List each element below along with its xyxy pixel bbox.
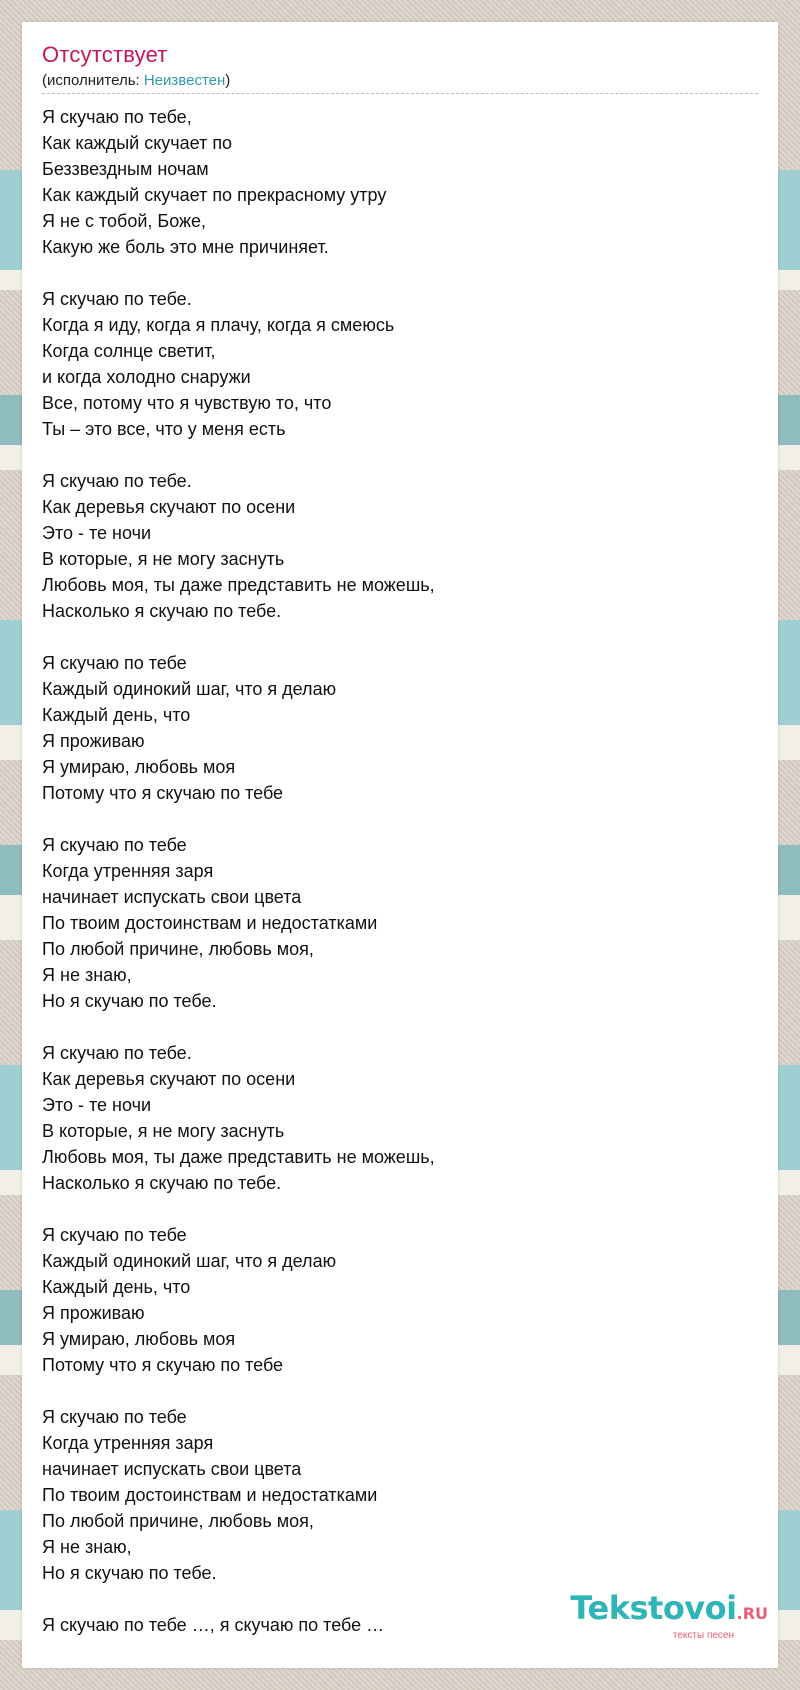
- lyric-line: Ты – это все, что у меня есть: [42, 419, 286, 439]
- stripe-band: [778, 1610, 800, 1640]
- lyric-line: По любой причине, любовь моя,: [42, 1511, 314, 1531]
- stripe-band: [778, 395, 800, 445]
- lyric-line: Как каждый скучает по прекрасному утру: [42, 185, 387, 205]
- stripe-band: [778, 895, 800, 940]
- stripe-band: [778, 1065, 800, 1170]
- lyric-line: Какую же боль это мне причиняет.: [42, 237, 329, 257]
- lyric-line: По любой причине, любовь моя,: [42, 939, 314, 959]
- stanza-break: [42, 260, 742, 286]
- lyric-line: По твоим достоинствам и недостатками: [42, 913, 378, 933]
- lyric-line: Я скучаю по тебе: [42, 653, 187, 673]
- stripe-band: [778, 170, 800, 270]
- stripe-band: [778, 1290, 800, 1345]
- lyric-line: Беззвездным ночам: [42, 159, 209, 179]
- left-stripe-border: [0, 0, 22, 1690]
- lyric-line: Я умираю, любовь моя: [42, 757, 236, 777]
- artist-link[interactable]: Неизвестен: [143, 72, 226, 89]
- lyrics-text: [42, 104, 742, 1638]
- lyric-line: Как деревья скучают по осени: [42, 1069, 296, 1089]
- stripe-band: [0, 895, 22, 940]
- lyric-line: Я скучаю по тебе: [42, 1407, 187, 1427]
- artist-suffix: ): [225, 72, 231, 89]
- stripe-band: [0, 1610, 22, 1640]
- lyric-line: Я не знаю,: [42, 1537, 132, 1557]
- lyric-line: Когда я иду, когда я плачу, когда я смеюсь: [42, 315, 395, 335]
- lyric-line: Когда солнце светит,: [42, 341, 216, 361]
- lyric-line: Я умираю, любовь моя: [42, 1329, 236, 1349]
- right-stripe-border: [778, 0, 800, 1690]
- lyric-line: Это - те ночи: [42, 1095, 152, 1115]
- stripe-band: [0, 725, 22, 760]
- lyric-line: Но я скучаю по тебе.: [42, 991, 217, 1011]
- lyric-line: Я не с тобой, Боже,: [42, 211, 207, 231]
- logo-wordmark: [570, 1589, 768, 1630]
- site-logo[interactable]: [570, 1589, 768, 1642]
- stanza-break: [42, 1014, 742, 1040]
- lyric-line: Потому что я скучаю по тебе: [42, 783, 284, 803]
- stripe-band: [0, 395, 22, 445]
- stripe-band: [0, 270, 22, 290]
- stanza-break: [42, 1378, 742, 1404]
- lyric-line: Когда утренняя заря: [42, 1433, 214, 1453]
- lyric-line: Я проживаю: [42, 731, 145, 751]
- lyric-line: Как деревья скучают по осени: [42, 497, 296, 517]
- title-divider: [42, 93, 758, 94]
- stripe-band: [778, 725, 800, 760]
- lyric-line: Я скучаю по тебе.: [42, 289, 192, 309]
- lyric-line: По твоим достоинствам и недостатками: [42, 1485, 378, 1505]
- lyric-line: Как каждый скучает по: [42, 133, 233, 153]
- lyric-line: Это - те ночи: [42, 523, 152, 543]
- logo-name: Tekstovoi: [570, 1589, 737, 1627]
- stripe-band: [778, 1170, 800, 1195]
- lyric-line: Потому что я скучаю по тебе: [42, 1355, 284, 1375]
- stanza-break: [42, 1196, 742, 1222]
- lyric-line: начинает испускать свои цвета: [42, 887, 302, 907]
- lyric-line: Я скучаю по тебе: [42, 1225, 187, 1245]
- lyric-line: В которые, я не могу заснуть: [42, 1121, 285, 1141]
- lyrics-card: [22, 22, 778, 1668]
- lyric-line: Каждый одинокий шаг, что я делаю: [42, 1251, 337, 1271]
- lyric-line: Я скучаю по тебе …, я скучаю по тебе …: [42, 1615, 385, 1635]
- stripe-band: [778, 620, 800, 725]
- stripe-band: [778, 1510, 800, 1610]
- stanza-break: [42, 806, 742, 832]
- lyric-line: Насколько я скучаю по тебе.: [42, 601, 282, 621]
- artist-prefix: (исполнитель:: [42, 72, 144, 89]
- stripe-band: [0, 1170, 22, 1195]
- lyric-line: Любовь моя, ты даже представить не можешь,: [42, 575, 435, 595]
- stripe-band: [0, 1290, 22, 1345]
- lyric-line: начинает испускать свои цвета: [42, 1459, 302, 1479]
- stripe-band: [778, 845, 800, 895]
- lyric-line: Любовь моя, ты даже представить не можешь,: [42, 1147, 435, 1167]
- stripe-band: [778, 445, 800, 470]
- stripe-band: [0, 445, 22, 470]
- artist-line: [42, 72, 230, 89]
- lyric-line: Я скучаю по тебе.: [42, 471, 192, 491]
- lyric-line: В которые, я не могу заснуть: [42, 549, 285, 569]
- song-title: Отсутствует: [42, 42, 168, 67]
- stanza-break: [42, 624, 742, 650]
- lyric-line: Я скучаю по тебе: [42, 835, 187, 855]
- stripe-band: [0, 1510, 22, 1610]
- stanza-break: [42, 442, 742, 468]
- stripe-band: [0, 170, 22, 270]
- lyric-line: и когда холодно снаружи: [42, 367, 251, 387]
- lyric-line: Я не знаю,: [42, 965, 132, 985]
- stripe-band: [0, 1345, 22, 1375]
- stripe-band: [0, 1065, 22, 1170]
- lyric-line: Но я скучаю по тебе.: [42, 1563, 217, 1583]
- lyric-line: Каждый одинокий шаг, что я делаю: [42, 679, 337, 699]
- lyric-line: Когда утренняя заря: [42, 861, 214, 881]
- lyric-line: Насколько я скучаю по тебе.: [42, 1173, 282, 1193]
- logo-tld: .RU: [736, 1604, 768, 1623]
- lyric-line: Я проживаю: [42, 1303, 145, 1323]
- lyric-line: Каждый день, что: [42, 1277, 191, 1297]
- stripe-band: [778, 1345, 800, 1375]
- lyric-line: Я скучаю по тебе.: [42, 1043, 192, 1063]
- lyric-line: Я скучаю по тебе,: [42, 107, 192, 127]
- lyric-line: Все, потому что я чувствую то, что: [42, 393, 332, 413]
- stripe-band: [0, 620, 22, 725]
- logo-tagline: тексты песен: [672, 1630, 734, 1641]
- stripe-band: [0, 845, 22, 895]
- stripe-band: [778, 270, 800, 290]
- lyric-line: Каждый день, что: [42, 705, 191, 725]
